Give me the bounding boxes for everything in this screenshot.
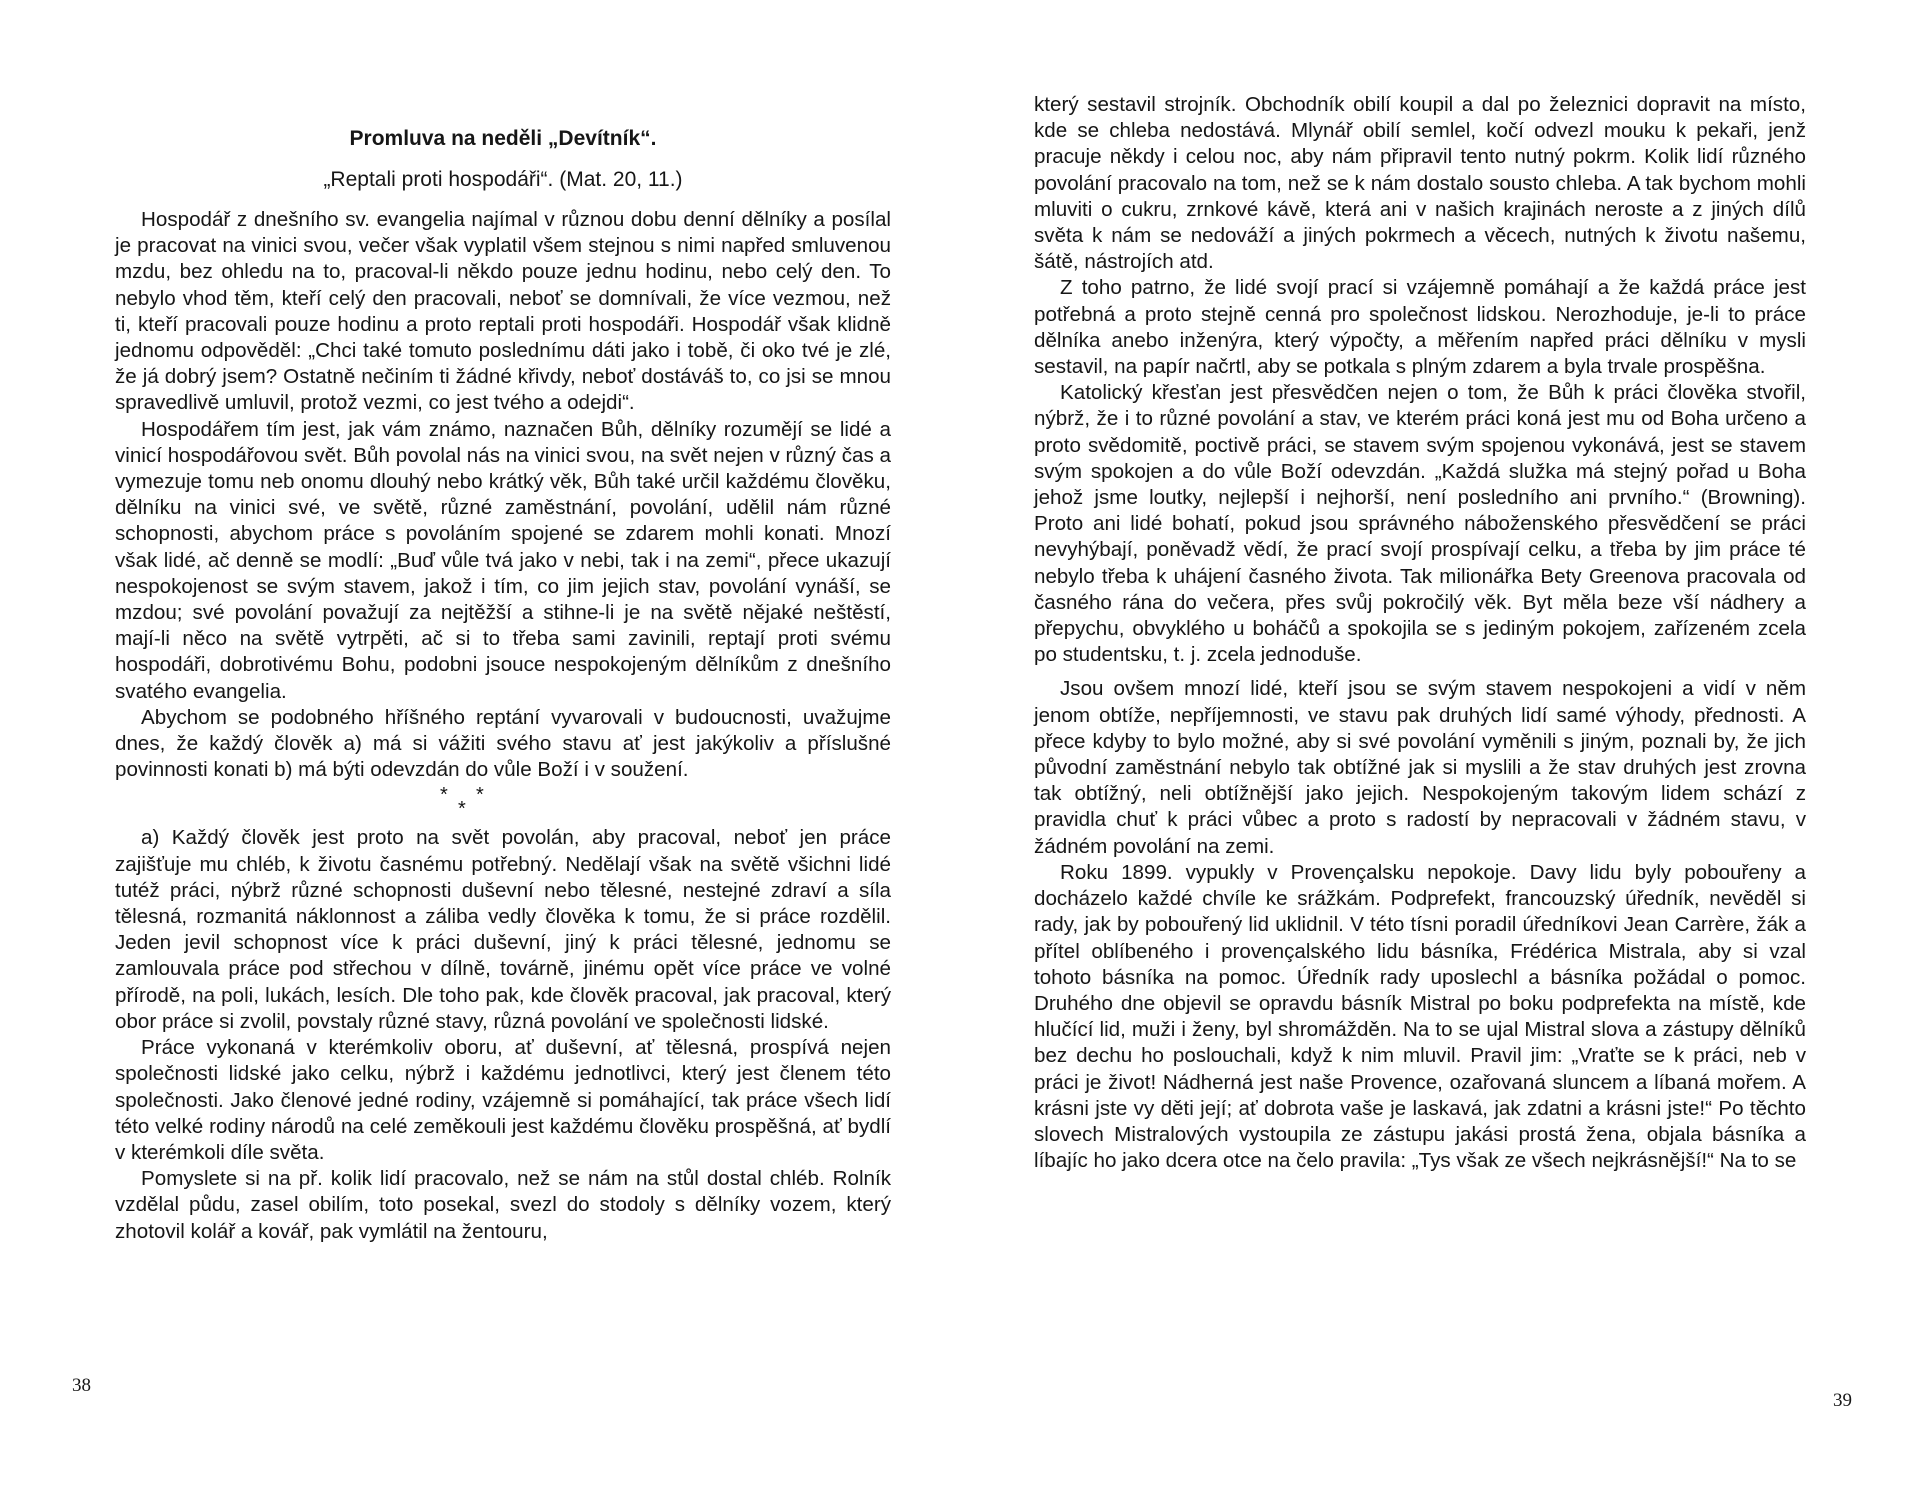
paragraph: Jsou ovšem mnozí lidé, kteří jsou se svým stavem nespokojeni a vidí v něm jenom obtíže, nepříjemnosti, ve stavu pak druhých lidí samé výhody, přednosti. A přece kdyby to bylo možné, aby si své povolání vyměnili s jiným, poznali by, že jich původní zaměstnání nebylo tak obtížné jak si myslili a že stav druhých jest zrovna tak obtížný, neli obtížnější jako jejich. Nespokojeným takovým lidem schází z pravidla chuť k práci vůbec a proto s radostí by nepracovali v žádném stavu, v žádném povolání na zemi. <box>1034 677 1806 858</box>
page-number: 38 <box>72 1375 91 1396</box>
left-text-column <box>115 125 891 1245</box>
paragraph: Hospodářem tím jest, jak vám známo, naznačen Bůh, dělníky rozumějí se lidé a vinicí hospodářovou svět. Bůh povolal nás na vinici svou, na svět nejen v různý čas a vymezuje tomu neb onomu dlouhý nebo krátký věk, Bůh také určil každému člověku, dělníku na vinici své, ve světě, různé zaměstnání, povolání, udělil nám různé schopnosti, abychom práce s povoláním spojené se zdarem mohli konati. Mnozí však lidé, ač denně se modlí: „Buď vůle tvá jako v nebi, tak i na zemi“, přece ukazují nespokojenost se svým stavem, jakož i tím, co jim jejich stav, povolání vynáší, se mzdou; své povolání považují za nejtěžší a stihne-li je na světě nějaké neštěstí, mají-li něco na světě vytrpěti, ač si to třeba sami zavinili, reptají proti svému hospodáři, dobrotivému Bohu, podobni jsouce nespokojeným dělníkům z dnešního svatého evangelia. <box>115 417 891 703</box>
paragraph: Z toho patrno, že lidé svojí prací si vzájemně pomáhají a že každá práce jest potřebná a proto stejně cenná pro společnost lidskou. Nerozhoduje, je-li to práce dělníka anebo inženýra, který výpočty, a měřením napřed práci dělníku v mysli sestavil, na papír načrtl, aby se potkala s plným zdarem a byla trvale prospěšna. <box>1034 276 1806 379</box>
asterism-star: * <box>440 784 448 807</box>
right-text-column <box>1034 92 1806 1174</box>
paragraph: Katolický křesťan jest přesvědčen nejen o tom, že Bůh k práci člověka stvořil, nýbrž, že i to různé povolání a stav, ve kterém práci koná jest mu od Boha určeno a proto svědomitě, poctivě práci, se stavem svým spojenou vykonává, jest se stavem svým spokojen a do vůle Boží odevzdán. „Každá služka má stejný pořad u Boha jehož jsme loutky, nejlepší i nejhorší, není posledního ani prvního.“ (Browning). Proto ani lidé bohatí, pokud jsou správného náboženského přesvědčení se práci nevyhýbají, poněvadž vědí, že prací svojí prospívají celku, a třeba by jim práce té nebylo třeba k uhájení časného života. Tak milionářka Bety Greenova pracovala od časného rána do večera, přes svůj pokročilý věk. Byt měla beze vší nádhery a přepychu, obvyklého u boháčů a spokojila se s jediným pokojem, zařízeném zcela po studentsku, t. j. zcela jednoduše. <box>1034 381 1806 667</box>
asterism-star: * <box>458 798 466 821</box>
paragraph: Roku 1899. vypukly v Provençalsku nepokoje. Davy lidu byly pobouřeny a docházelo každé chvíle ke srážkám. Podprefekt, francouzský úředník, nevěděl si rady, jak by pobouřený lid uklidnil. V této tísni poradil úředníkovi Jean Carrère, žák a přítel oblíbeného i provençalského lidu básníka, Frédérica Mistrala, aby si vzal tohoto básníka na pomoc. Úředník rady uposlechl a básníka požádal o pomoc. Druhého dne objevil se opravdu básník Mistral po boku podprefekta na místě, kde hlučící lid, muži i ženy, byl shromážděn. Na to se ujal Mistral slova a zástupy dělníků bez dechu ho poslouchali, když k nim mluvil. Pravil jim: „Vraťte se k práci, neb v práci je život! Nádherná jest naše Provence, ozařovaná sluncem a líbaná mořem. A krásni jste vy děti její; ať dobrota vaše je laskavá, jak zdatni a krásni jste!“ Po těchto slovech Mistralových vystoupila ze zástupu jakási prostá žena, objala básníka a líbajíc ho jako dcera otce na čelo pravila: „Tys však ze všech nejkrásnější!“ Na to se <box>1034 860 1806 1173</box>
paragraph: Práce vykonaná v kterémkoliv oboru, ať duševní, ať tělesná, prospívá nejen společnosti lidské jako celku, nýbrž i každému jednotlivci, který jest členem této společnosti. Jako členové jedné rodiny, vzájemně si pomáhající, tak práce všech lidí této velké rodiny národů na celé zeměkouli jest každému člověku prospěšná, ať bydlí v kterémkoli díle světa. <box>115 1036 891 1164</box>
paragraph: Hospodář z dnešního sv. evangelia najímal v různou dobu denní dělníky a posílal je pracovat na vinici svou, večer však vyplatil všem stejnou s nimi napřed smluvenou mzdu, bez ohledu na to, pracoval-li někdo pouze jednu hodinu, nebo celý den. To nebylo vhod těm, kteří celý den pracovali, neboť se domnívali, že více vezmou, než ti, kteří pracovali pouze hodinu a proto reptali proti hospodáři. Hospodář však klidně jednomu odpověděl: „Chci také tomuto poslednímu dáti jako i tobě, či oko tvé je zlé, že já dobrý jsem? Ostatně nečiním ti žádné křivdy, neboť dostáváš to, co jsi se mnou spravedlivě umluvil, protož vezmi, co jest tvého a odejdi“. <box>115 208 891 415</box>
paragraph-continued: který sestavil strojník. Obchodník obilí koupil a dal po železnici dopravit na místo, kde se chleba nedostává. Mlynář obilí semlel, kočí odvezl mouku k pekaři, jenž pracuje někdy i celou noc, aby nám připravil tento nutný pokrm. Kolik lidí různého povolání pracovalo na tom, než se k nám dostalo sousto chleba. A tak bychom mohli mluviti o cukru, zrnkové kávě, která ani v našich krajinách neroste a z jiných dílů světa k nám se nedováží a jiných pokrmech a věcech, nutných k životu našemu, šátě, nástrojích atd. <box>1034 93 1806 274</box>
page-number: 39 <box>1833 1390 1852 1411</box>
asterism-star: * <box>476 784 484 807</box>
right-page <box>959 0 1918 1500</box>
paragraph: Pomyslete si na př. kolik lidí pracovalo, než se nám na stůl dostal chléb. Rolník vzdělal půdu, zasel obilím, toto posekal, svezl do stodoly s dělníky vozem, který zhotovil kolář a kovář, pak vymlátil na žentouru, <box>115 1167 891 1243</box>
section-asterism <box>115 783 891 825</box>
sermon-subtitle: „Reptali proti hospodáři“. (Mat. 20, 11.) <box>323 168 683 191</box>
sermon-title: Promluva na neděli „Devítník“. <box>349 127 657 150</box>
paragraph: Abychom se podobného hříšného reptání vyvarovali v budoucnosti, uvažujme dnes, že každý člověk a) má si vážiti svého stavu ať jest jakýkoliv a příslušné povinnosti konati b) má býti odevzdán do vůle Boží i v soužení. <box>115 705 891 782</box>
paragraph: a) Každý člověk jest proto na svět povolán, aby pracoval, neboť jen práce zajišťuje mu chléb, k životu časnému potřebný. Nedělají však na světě všichni lidé tutéž práci, nýbrž různé schopnosti duševní nebo tělesné, nestejné zdraví a síla tělesná, rozmanitá náklonnost a záliba vedly člověka k tomu, že si práce rozdělil. Jeden jevil schopnost více k práci duševní, jiný k práci tělesné, jednomu se zamlouvala práce pod střechou v dílně, továrně, jinému opět více práce ve volné přírodě, na poli, lukách, lesích. Dle toho pak, kde člověk pracoval, jak pracoval, který obor práce si zvolil, povstaly různé stavy, různá povolání ve společnosti lidské. <box>115 826 891 1033</box>
